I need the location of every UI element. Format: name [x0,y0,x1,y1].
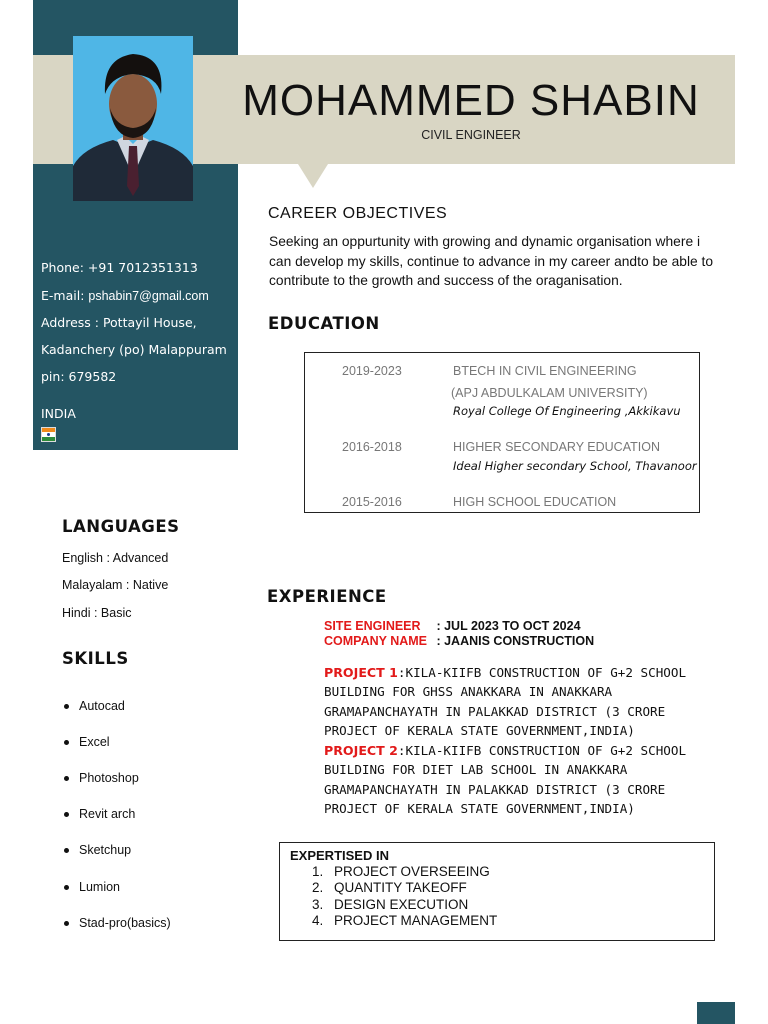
project-1-text: :KILA-KIIFB CONSTRUCTION OF G+2 SCHOOL BUILDING FOR GHSS ANAKKARA IN ANAKKARA GRAMAPANCHAYATH IN PALAKKAD DISTRICT (3 CRORE PROJECT OF KERALA STATE GOVERNMENT,INDIA) [324,665,687,738]
phone-text: Phone: +91 7012351313 [41,260,198,275]
bullet-icon [64,885,69,890]
site-engineer-value: : JUL 2023 TO OCT 2024 [433,619,581,633]
expertise-item [312,913,497,928]
language-item: English : Advanced [62,551,169,565]
edu-year-3: 2015-2016 [342,495,402,509]
bullet-icon [64,704,69,709]
career-heading: CAREER OBJECTIVES [268,205,448,222]
language-item: Hindi : Basic [62,606,132,620]
edu-university-1: (APJ ABDULKALAM UNIVERSITY) [451,386,648,400]
email-label: E-mail: [41,288,89,303]
edu-institution-1: Royal College Of Engineering ,Akkikavu [453,404,681,418]
india-flag-icon [41,427,56,442]
skill-item: Excel [79,735,110,749]
expertise-item [312,880,467,895]
expertise-heading: EXPERTISED IN [290,848,389,863]
languages-heading: LANGUAGES [62,517,180,536]
expertise-number: 4. [312,913,324,928]
skill-item: Lumion [79,880,120,894]
education-heading: EDUCATION [268,314,380,333]
expertise-label: DESIGN EXECUTION [334,897,469,912]
bullet-icon [64,812,69,817]
project-2-text: :KILA-KIIFB CONSTRUCTION OF G+2 SCHOOL BUILDING FOR DIET LAB SCHOOL IN ANAKKARA GRAMAPANCHAYATH IN PALAKKAD DISTRICT (3 CRORE PROJECT OF KERALA STATE GOVERNMENT,INDIA) [324,743,687,816]
bullet-icon [64,848,69,853]
site-engineer-label: SITE ENGINEER [324,619,421,633]
edu-year-2: 2016-2018 [342,440,402,454]
skill-item: Sketchup [79,843,132,857]
email-link[interactable]: pshabin7@gmail.com [88,289,209,303]
expertise-label: QUANTITY TAKEOFF [334,880,467,895]
job-title: CIVIL ENGINEER [421,128,521,142]
edu-degree-1: BTECH IN CIVIL ENGINEERING [453,364,637,378]
project-2-label: PROJECT 2 [324,743,398,758]
corner-accent [697,1002,735,1024]
project-1-label: PROJECT 1 [324,665,398,680]
expertise-label: PROJECT MANAGEMENT [334,913,498,928]
address-line-1: Address : Pottayil House, [41,315,197,330]
country-text: INDIA [41,406,76,421]
expertise-label: PROJECT OVERSEEING [334,864,490,879]
skill-item: Autocad [79,699,125,713]
company-line [324,634,594,648]
address-line-2: Kadanchery (po) Malappuram [41,342,227,357]
site-engineer-line [324,619,581,633]
expertise-item [312,864,490,879]
profile-photo [73,36,193,201]
expertise-number: 3. [312,897,324,912]
bullet-icon [64,921,69,926]
edu-degree-2: HIGHER SECONDARY EDUCATION [453,440,660,454]
bullet-icon [64,740,69,745]
experience-heading: EXPERIENCE [267,587,387,606]
career-text: Seeking an oppurtunity with growing and dynamic organisation where i can develop my skills, continue to advance in my career andto be able to contribute to the growth and success of the oraganisation. [269,234,714,288]
skills-heading: SKILLS [62,649,129,668]
skill-item: Stad-pro(basics) [79,916,171,930]
full-name: MOHAMMED SHABIN [242,76,700,125]
skill-item: Revit arch [79,807,136,821]
company-value: : JAANIS CONSTRUCTION [433,634,595,648]
bullet-icon [64,776,69,781]
edu-year-1: 2019-2023 [342,364,402,378]
email-line [41,288,209,303]
expertise-number: 2. [312,880,324,895]
skill-item: Photoshop [79,771,139,785]
project-1 [324,663,714,740]
expertise-number: 1. [312,864,324,879]
language-item: Malayalam : Native [62,578,169,592]
header-pointer [298,164,328,188]
pin-text: pin: 679582 [41,369,117,384]
edu-degree-3: HIGH SCHOOL EDUCATION [453,495,617,509]
edu-institution-2: Ideal Higher secondary School, Thavanoor [453,459,697,473]
expertise-item [312,897,468,912]
project-2 [324,741,714,818]
company-label: COMPANY NAME [324,634,428,648]
